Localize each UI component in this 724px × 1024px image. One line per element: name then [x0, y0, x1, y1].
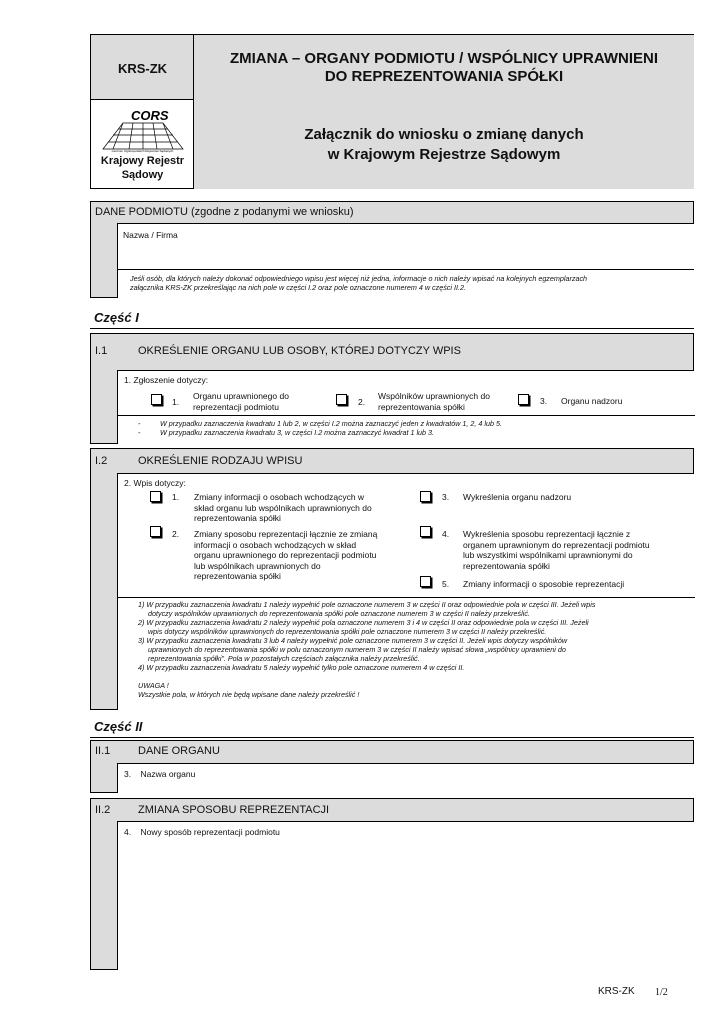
- part2-heading: Część II: [94, 719, 143, 734]
- i1-note-2: - W przypadku zaznaczenia kwadratu 3, w części I.2 można zaznaczyć kwadrat 1 lub 3.: [138, 428, 435, 437]
- cors-logo-text: CORS: [131, 108, 169, 123]
- registry-line1: Krajowy Rejestr: [100, 155, 185, 167]
- section-i2-title: OKREŚLENIE RODZAJU WPISU: [138, 455, 303, 467]
- i2-checkbox-4[interactable]: [420, 526, 431, 537]
- form-title-line1: ZMIANA – ORGANY PODMIOTU / WSPÓLNICY UPRAWNIENI: [229, 50, 659, 67]
- registry-line2: Sądowy: [121, 169, 164, 181]
- form-title: [194, 50, 694, 86]
- section-ii2-number: II.2: [95, 804, 111, 816]
- nowy-sposob-field[interactable]: [117, 821, 694, 970]
- i2-note-line: reprezentowania spółki”. Pola w pozostałych częściach załącznika należy przekreślić.: [138, 654, 420, 663]
- i2-checkbox-5[interactable]: [420, 576, 431, 587]
- dane-podmiotu-title: DANE PODMIOTU (zgodne z podanymi we wniosku): [95, 206, 354, 218]
- i1-checkbox-2[interactable]: [336, 394, 347, 405]
- i2-option-4-line4: reprezentowania spółki: [463, 560, 550, 571]
- i2-notes: [138, 600, 693, 699]
- i2-option-1-label: [194, 492, 372, 524]
- form-subtitle: [194, 125, 694, 165]
- i2-note-line: 3) W przypadku zaznaczenia kwadratu 3 lub 4 należy wypełnić pole oznaczone numerem 3 w części II. Jeżeli wpis dotyczy wspólników: [138, 636, 568, 645]
- i2-option-2-line1: Zmiany sposobu reprezentacji łącznie ze zmianą: [194, 529, 378, 539]
- i2-option-4-line1: Wykreślenia sposobu reprezentacji łącznie z: [463, 529, 631, 539]
- part1-rule: [90, 328, 694, 329]
- i2-option-2-number: 2.: [172, 529, 180, 539]
- form-subtitle-line2: w Krajowym Rejestrze Sądowym: [327, 146, 561, 163]
- cors-logo-caption: Centrum Ogólnopolskich Rejestrów Sądowych: [111, 149, 174, 153]
- section-i1-body: [117, 370, 694, 444]
- i1-notes: [138, 419, 502, 437]
- i2-option-1-line3: reprezentowania spółki: [194, 513, 281, 523]
- nazwa-organu-label: 3. Nazwa organu: [124, 769, 196, 779]
- i1-note-2-text: W przypadku zaznaczenia kwadratu 3, w części I.2 można zaznaczyć kwadrat 1 lub 3.: [160, 428, 435, 437]
- header-title-cell: [194, 35, 694, 189]
- i2-checkbox-1[interactable]: [150, 491, 161, 502]
- section-i2: [90, 448, 694, 710]
- section-ii2: [90, 798, 694, 970]
- nowy-sposob-label: 4. Nowy sposób reprezentacji podmiotu: [124, 827, 280, 837]
- i2-option-4-number: 4.: [442, 529, 450, 539]
- i2-option-2-line2: informacji o osobach wchodzących w skład: [194, 539, 357, 550]
- i1-note-1-text: W przypadku zaznaczenia kwadratu 1 lub 2, w części I.2 można zaznaczyć jeden z kwadratów 1, 2, 4 lub 5.: [160, 419, 502, 428]
- footer-code: KRS-ZK: [598, 986, 635, 997]
- i2-option-1-line2: skład organu lub wspólnikach uprawnionych do: [194, 502, 372, 513]
- section-i1-title: OKREŚLENIE ORGANU LUB OSOBY, KTÓREJ DOTYCZY WPIS: [138, 345, 461, 357]
- nazwa-organu-field[interactable]: [117, 763, 694, 793]
- i1-option-3-number: 3.: [540, 396, 548, 406]
- part1-heading: Część I: [94, 310, 139, 325]
- i2-note-line: 1) W przypadku zaznaczenia kwadratu 1 należy wypełnić pole oznaczone numerem 3 w części II oraz odpowiednie pola w części III. Jeżeli wpis: [138, 600, 596, 609]
- form-subtitle-line1: Załącznik do wniosku o zmianę danych: [304, 126, 584, 143]
- i2-option-2-line4: lub wspólnikach uprawnionych do: [194, 560, 321, 571]
- i2-notes-divider: [118, 597, 695, 598]
- i1-option-1-line1: Organu uprawnionego do: [193, 391, 289, 401]
- i1-option-2-label: [378, 391, 490, 412]
- i1-note-1: - W przypadku zaznaczenia kwadratu 1 lub 2, w części I.2 można zaznaczyć jeden z kwadratów 1, 2, 4 lub 5.: [138, 419, 502, 428]
- i2-option-3-number: 3.: [442, 492, 450, 502]
- i1-notes-divider: [118, 415, 695, 416]
- section-i2-number: I.2: [95, 455, 108, 467]
- i2-question: 2. Wpis dotyczy:: [124, 478, 186, 488]
- i1-option-1-label: [193, 391, 289, 412]
- section-i1-number: I.1: [95, 345, 108, 357]
- header-box: [90, 34, 694, 189]
- i2-note-line: 4) W przypadku zaznaczenia kwadratu 5 należy wypełnić tylko pole oznaczone numerem 4 w części II.: [138, 663, 465, 672]
- i2-note-spacer: [138, 672, 693, 681]
- i2-option-4-line3: lub wszystkimi wspólnikami uprawnionymi do: [463, 550, 633, 560]
- i1-option-2-number: 2.: [358, 397, 366, 407]
- i1-option-1-number: 1.: [172, 397, 180, 407]
- section-ii1: [90, 740, 694, 793]
- footer-page: 1/2: [655, 987, 668, 998]
- nazwa-firma-field[interactable]: [117, 223, 694, 269]
- i2-option-3-label: Wykreślenia organu nadzoru: [463, 492, 572, 502]
- i2-uwaga: UWAGA !: [138, 681, 169, 690]
- i2-option-2-label: [194, 529, 377, 582]
- i2-note-line: 2) W przypadku zaznaczenia kwadratu 2 należy wypełnić pola oznaczone numerem 3 i 4 w części II oraz odpowiednie pola w części III. Jeżeli: [138, 618, 589, 627]
- header-logo-cell: [91, 100, 194, 189]
- cors-logo: [99, 105, 186, 153]
- section-ii1-title: DANE ORGANU: [138, 745, 220, 757]
- i2-option-4-label: [463, 529, 650, 571]
- part2-rule: [90, 737, 694, 738]
- i2-option-2-line3: organu uprawnionego do reprezentacji podmiotu: [194, 550, 377, 560]
- i2-note-line: dotyczy wspólników uprawnionych do reprezentowania spółki pole oznaczone numerem 3 w części II należy przekreślić.: [138, 609, 530, 618]
- section-ii1-number: II.1: [95, 745, 111, 757]
- i2-note-line: wpis dotyczy wspólników uprawnionych do reprezentowania spółki pole oznaczone numerem 3 w części II należy przekreślić.: [138, 627, 547, 636]
- i1-checkbox-1[interactable]: [151, 394, 162, 405]
- i2-checkbox-2[interactable]: [150, 526, 161, 537]
- header-code-cell: [91, 35, 194, 100]
- dane-podmiotu-section: [90, 201, 694, 298]
- dane-note-line2: załącznika KRS-ZK przekreślając na nich pole w części I.2 oraz pole oznaczone numerem 4 w części II.2.: [130, 283, 466, 292]
- i2-option-5-label: Zmiany informacji o sposobie reprezentacji: [463, 579, 625, 589]
- nazwa-firma-label: Nazwa / Firma: [123, 230, 178, 240]
- i1-option-1-line2: reprezentacji podmiotu: [193, 401, 279, 412]
- section-i1: [90, 333, 694, 444]
- section-i2-body: [117, 473, 694, 710]
- i1-question: 1. Zgłoszenie dotyczy:: [124, 375, 209, 385]
- i2-option-4-line2: organem uprawnionym do reprezentacji podmiotu: [463, 539, 650, 550]
- form-title-line2: DO REPREZENTOWANIA SPÓŁKI: [324, 68, 564, 85]
- i2-option-1-line1: Zmiany informacji o osobach wchodzących w: [194, 492, 365, 502]
- i1-option-2-line2: reprezentowania spółki: [378, 401, 465, 412]
- dane-podmiotu-note: [117, 269, 694, 298]
- i2-checkbox-3[interactable]: [420, 491, 431, 502]
- i2-option-1-number: 1.: [172, 492, 180, 502]
- section-ii2-title: ZMIANA SPOSOBU REPREZENTACJI: [138, 804, 330, 816]
- dane-note-line1: Jeśli osób, dla których należy dokonać odpowiedniego wpisu jest więcej niż jedna, informacje o nich należy wpisać na kolejnych egzemplarzach: [130, 274, 588, 283]
- i1-option-3-label: Organu nadzoru: [561, 396, 623, 406]
- i2-uwaga-text: Wszystkie pola, w których nie będą wpisane dane należy przekreślić !: [138, 690, 360, 699]
- i1-option-2-line1: Wspólników uprawnionych do: [378, 391, 490, 401]
- i1-checkbox-3[interactable]: [518, 394, 529, 405]
- i2-option-5-number: 5.: [442, 579, 450, 589]
- i2-option-2-line5: reprezentowania spółki: [194, 571, 281, 581]
- registry-name: [91, 154, 194, 182]
- i2-note-line: uprawnionych do reprezentowania spółki w polu oznaczonym numerem 3 w części II należy wpisać słowa „wspólnicy uprawnieni do: [138, 645, 566, 654]
- form-code: KRS-ZK: [117, 61, 168, 76]
